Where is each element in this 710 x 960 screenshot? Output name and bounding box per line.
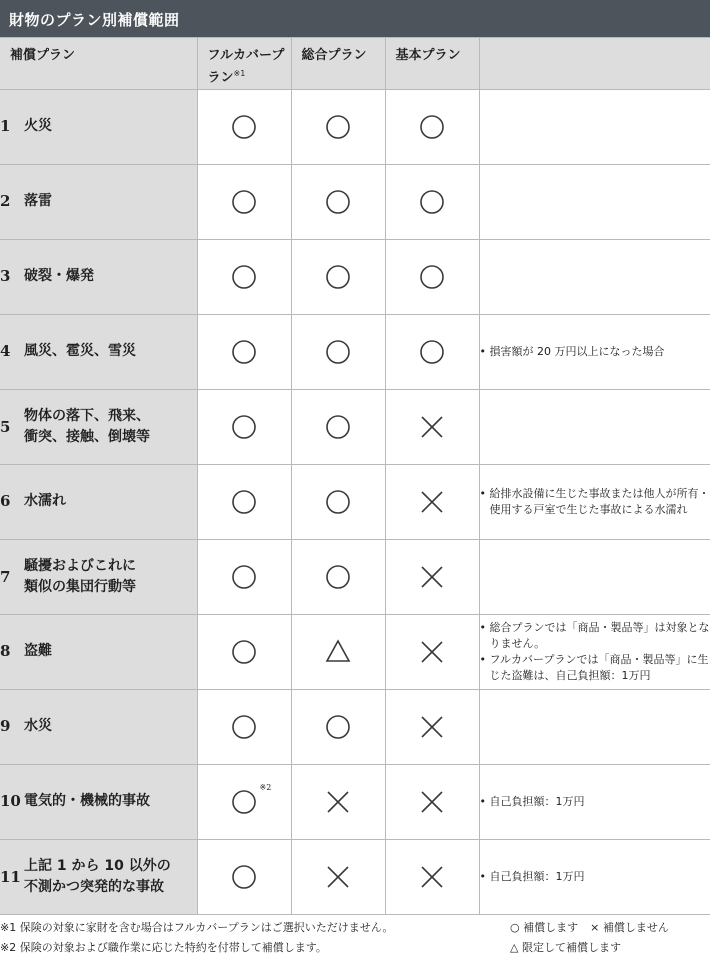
basic-plan-mark (385, 615, 479, 690)
circle-icon (325, 189, 351, 215)
condition-note (479, 390, 710, 465)
circle-icon (231, 264, 257, 290)
cross-icon (419, 639, 445, 665)
full-plan-note: ※1 (233, 69, 246, 78)
total-plan-mark (291, 540, 385, 615)
legend-row-2 (510, 938, 633, 958)
full-plan-mark (197, 240, 291, 315)
peril-name-line: 上記 1 から 10 以外の (24, 858, 171, 874)
total-plan-mark (291, 315, 385, 390)
basic-plan-mark (385, 240, 479, 315)
condition-note (479, 90, 710, 165)
peril-name (24, 856, 171, 898)
full-plan-mark (197, 390, 291, 465)
basic-plan-mark (385, 315, 479, 390)
peril-name-line: 電気的・機械的事故 (24, 793, 150, 810)
footnote-1: ※1 保険の対象に家財を含む場合はフルカバープランはご選択いただけません。 (0, 921, 394, 934)
peril-name-line: 破裂・爆発 (24, 268, 94, 285)
peril-label (0, 390, 197, 465)
peril-label (0, 90, 197, 165)
circle-icon (325, 714, 351, 740)
peril-number: 6 (0, 492, 11, 511)
header-basic-plan: 基本プラン (385, 38, 479, 90)
note-item: • 自己負担額：1万円 (480, 794, 710, 810)
peril-number: 2 (0, 192, 11, 211)
peril-number: 5 (0, 417, 11, 436)
peril-name-line: 水濡れ (24, 493, 66, 510)
header-plan: 補償プラン (0, 38, 197, 90)
circle-icon (419, 339, 445, 365)
header-full-plan (197, 38, 291, 90)
cross-icon (419, 864, 445, 890)
note-item: • 総合プランでは「商品・製品等」は対象となりません。 (480, 620, 710, 652)
table-header-row (0, 38, 710, 90)
condition-note (479, 840, 710, 915)
condition-note (479, 615, 710, 690)
circle-icon (231, 114, 257, 140)
basic-plan-mark (385, 840, 479, 915)
circle-icon (231, 714, 257, 740)
circle-icon (231, 789, 257, 815)
full-plan-mark (197, 540, 291, 615)
circle-icon (231, 339, 257, 365)
peril-label (0, 240, 197, 315)
circle-icon (231, 864, 257, 890)
legend-cross: × 補償しません (590, 921, 669, 934)
full-plan-label: フルカバープラン (207, 48, 285, 86)
legend-circle: ○ 補償します (510, 921, 579, 934)
table-row (0, 90, 710, 165)
cross-icon (419, 414, 445, 440)
peril-label (0, 690, 197, 765)
peril-name (24, 341, 136, 362)
total-plan-mark (291, 390, 385, 465)
total-plan-mark (291, 690, 385, 765)
circle-icon (419, 114, 445, 140)
peril-number: 1 (0, 117, 11, 136)
circle-icon (231, 564, 257, 590)
note-item: • 損害額が 20 万円以上になった場合 (480, 344, 710, 360)
full-plan-mark (197, 615, 291, 690)
table-row (0, 390, 710, 465)
page-title: 財物のプラン別補償範囲 (0, 0, 710, 37)
basic-plan-mark (385, 465, 479, 540)
circle-icon (231, 189, 257, 215)
circle-icon (325, 564, 351, 590)
total-plan-mark (291, 840, 385, 915)
basic-plan-mark (385, 765, 479, 840)
peril-name-line: 風災、雹災、雪災 (24, 343, 136, 360)
note-item: • 自己負担額：1万円 (480, 869, 710, 885)
peril-name-line: 盗難 (24, 643, 52, 660)
note-item: • 給排水設備に生じた事故または他人が所有・使用する戸室で生じた事故による水濡れ (480, 486, 710, 518)
condition-note (479, 540, 710, 615)
peril-name (24, 641, 52, 662)
circle-icon (419, 189, 445, 215)
circle-icon (325, 339, 351, 365)
full-plan-mark (197, 315, 291, 390)
condition-note (479, 690, 710, 765)
peril-number: 11 (0, 867, 21, 886)
table-row (0, 165, 710, 240)
peril-name-line: 火災 (24, 118, 52, 135)
peril-label (0, 465, 197, 540)
peril-name (24, 791, 150, 812)
full-plan-mark (197, 465, 291, 540)
peril-label (0, 840, 197, 915)
basic-plan-mark (385, 390, 479, 465)
condition-note (479, 315, 710, 390)
circle-icon (231, 489, 257, 515)
cross-icon (419, 789, 445, 815)
full-plan-mark (197, 90, 291, 165)
peril-name (24, 716, 52, 737)
peril-number: 10 (0, 792, 21, 811)
condition-note (479, 465, 710, 540)
peril-number: 9 (0, 717, 11, 736)
peril-label (0, 165, 197, 240)
peril-name-line: 衝突、接触、倒壊等 (24, 429, 150, 445)
table-row (0, 840, 710, 915)
cross-icon (419, 489, 445, 515)
peril-name (24, 191, 52, 212)
full-plan-mark (197, 840, 291, 915)
header-total-plan: 総合プラン (291, 38, 385, 90)
total-plan-mark (291, 615, 385, 690)
coverage-table (0, 37, 710, 915)
basic-plan-mark (385, 690, 479, 765)
table-row (0, 315, 710, 390)
total-plan-mark (291, 90, 385, 165)
table-row (0, 765, 710, 840)
peril-name (24, 116, 52, 137)
cross-icon (419, 714, 445, 740)
peril-number: 8 (0, 642, 11, 661)
circle-icon (325, 489, 351, 515)
peril-label (0, 315, 197, 390)
footer (0, 916, 710, 960)
footnote-2: ※2 保険の対象および職作業に応じた特約を付帯して補償します。 (0, 941, 327, 954)
total-plan-mark (291, 765, 385, 840)
full-plan-mark (197, 165, 291, 240)
circle-icon (231, 639, 257, 665)
total-plan-mark (291, 465, 385, 540)
peril-number: 7 (0, 567, 11, 586)
circle-icon (419, 264, 445, 290)
triangle-icon (325, 639, 351, 665)
peril-label (0, 615, 197, 690)
total-plan-mark (291, 240, 385, 315)
table-row (0, 465, 710, 540)
total-plan-mark (291, 165, 385, 240)
table-row (0, 240, 710, 315)
peril-name-line: 水災 (24, 718, 52, 735)
cross-icon (325, 789, 351, 815)
condition-note (479, 765, 710, 840)
peril-name-line: 落雷 (24, 193, 52, 210)
peril-number: 4 (0, 342, 11, 361)
peril-label (0, 765, 197, 840)
condition-note (479, 240, 710, 315)
basic-plan-mark (385, 90, 479, 165)
table-row (0, 540, 710, 615)
full-plan-mark (197, 690, 291, 765)
peril-name-line: 物体の落下、飛来、 (24, 408, 150, 424)
header-notes (479, 38, 710, 90)
peril-name (24, 266, 94, 287)
legend-triangle: △ 限定して補償します (510, 941, 621, 954)
condition-note (479, 165, 710, 240)
table-row (0, 690, 710, 765)
note-item: • フルカバープランでは「商品・製品等」に生じた盗難は、自己負担額：1万円 (480, 652, 710, 684)
peril-name-line: 不測かつ突発的な事故 (24, 879, 164, 895)
peril-name (24, 491, 66, 512)
peril-name-line: 騒擾およびこれに (24, 558, 136, 574)
peril-number: 3 (0, 267, 11, 286)
circle-icon (231, 414, 257, 440)
legend-row-1 (510, 918, 681, 938)
circle-icon (325, 114, 351, 140)
cross-icon (419, 564, 445, 590)
table-row (0, 615, 710, 690)
basic-plan-mark (385, 165, 479, 240)
circle-icon (325, 414, 351, 440)
circle-icon (325, 264, 351, 290)
peril-name (24, 406, 150, 448)
full-plan-mark (197, 765, 291, 840)
peril-name-line: 類似の集団行動等 (24, 579, 136, 595)
basic-plan-mark (385, 540, 479, 615)
mark-footnote: ※2 (259, 783, 272, 792)
cross-icon (325, 864, 351, 890)
peril-label (0, 540, 197, 615)
peril-name (24, 556, 136, 598)
